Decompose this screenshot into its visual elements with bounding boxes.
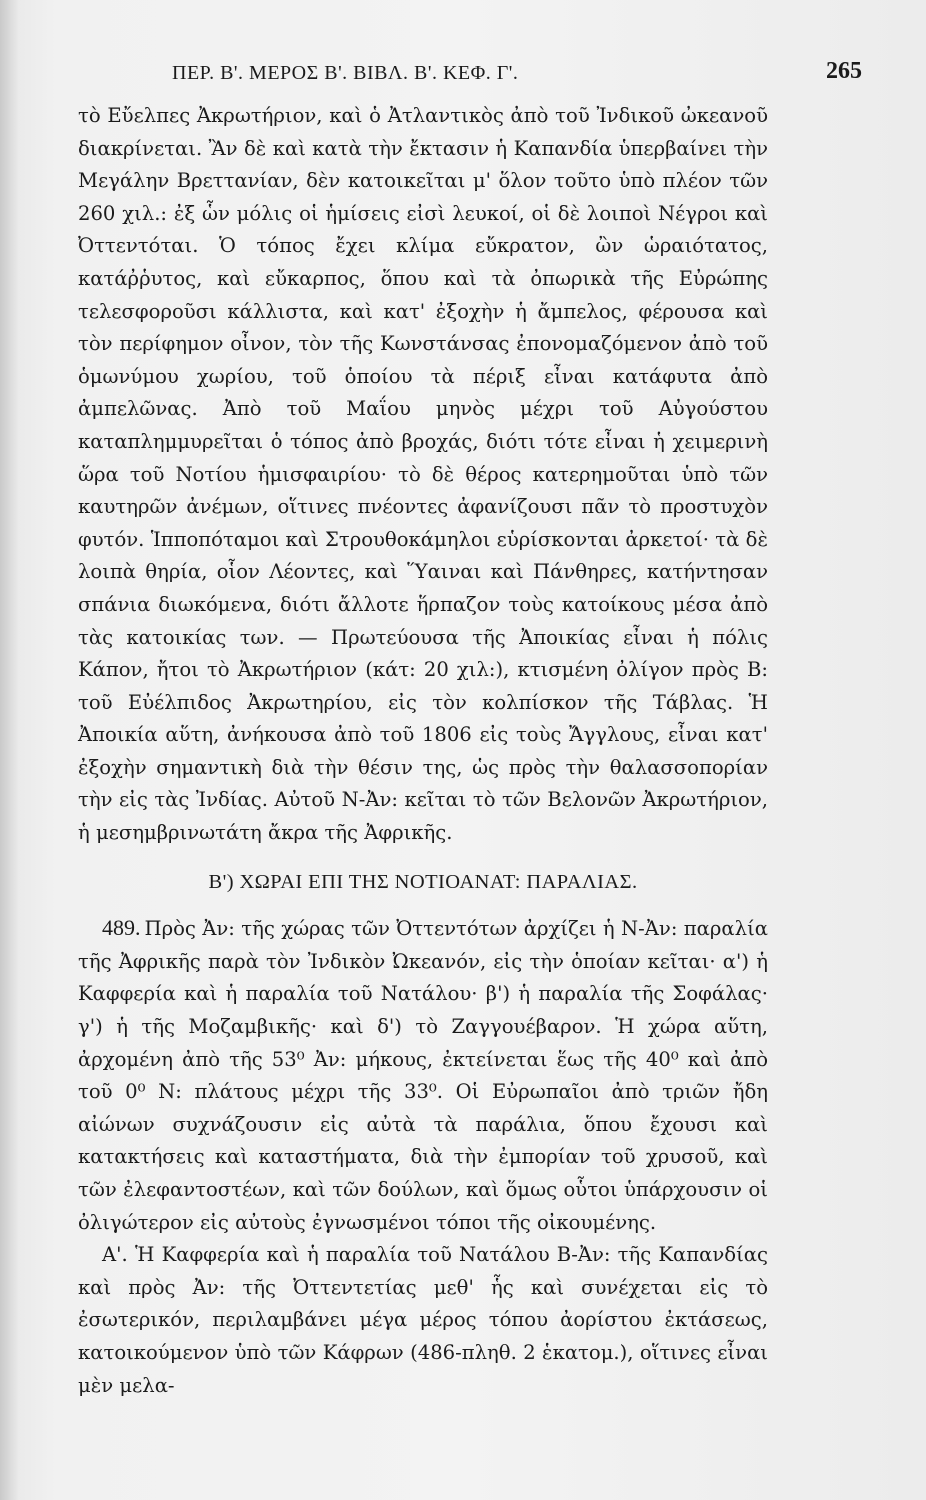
- paragraph-489-text: Πρὸς Ἀν: τῆς χώρας τῶν Ὀττεντότων ἀρχίζει ἡ Ν-Ἀν: παραλία τῆς Ἀφρικῆς παρὰ τὸν Ἰνδικὸν Ὠκεανόν, εἰς τὴν ὁποίαν κεῖται· α') ἡ Καφφερία καὶ ἡ παραλία τοῦ Νατάλου· β') ἡ παραλία τῆς Σοφάλας· γ') ἡ τῆς Μοζαμβικῆς· καὶ δ') τὸ Ζαγγουέβαρον. Ἡ χώρα αὕτη, ἀρχομένη ἀπὸ τῆς 53⁰ Ἀν: μήκους, ἐκτείνεται ἕως τῆς 40⁰ καὶ ἀπὸ τοῦ 0⁰ Ν: πλάτους μέχρι τῆς 33⁰. Οἱ Εὐρωπαῖοι ἀπὸ τριῶν ἤδη αἰώνων συχνάζουσιν εἰς αὐτὰ τὰ παράλια, ὅπου ἔχουσι καὶ κατακτήσεις καὶ καταστήματα, διὰ τὴν ἐμπορίαν τοῦ χρυσοῦ, καὶ τῶν ἐλεφαντοστέων, καὶ τῶν δούλων, καὶ ὅμως οὗτοι ὑπάρχουσιν οἱ ὀλιγώτερον εἰς αὐτοὺς ἐγνωσμένοι τόποι τῆς οἰκουμένης.: [78, 917, 768, 1234]
- section-heading: Β') ΧΩΡΑΙ ΕΠΙ ΤΗΣ ΝΟΤΙΟΑΝΑΤ: ΠΑΡΑΛΙΑΣ.: [208, 870, 638, 893]
- page-gutter-shadow: [0, 0, 18, 1500]
- paragraph-489: [78, 912, 768, 1239]
- paragraph-kaffraria: Α'. Ἡ Καφφερία καὶ ἡ παραλία τοῦ Νατάλου Β-Ἀν: τῆς Καπανδίας καὶ πρὸς Ἀν: τῆς Ὀττεντετίας μεθ' ἧς καὶ συνέχεται εἰς τὸ ἐσωτερικόν, περιλαμβάνει μέγα μέρος τόπου ἀορίστου ἐκτάσεως, κατοικούμενον ὑπὸ τῶν Κάφρων (486-πληθ. 2 ἑκατομ.), οἵτινες εἶναι μὲν μελα-: [78, 1243, 768, 1397]
- paragraph-cape-colony: τὸ Εὔελπες Ἀκρωτήριον, καὶ ὁ Ἀτλαντικὸς ἀπὸ τοῦ Ἰνδικοῦ ὠκεανοῦ διακρίνεται. Ἂν δὲ καὶ κατὰ τὴν ἔκτασιν ἡ Καπανδία ὑπερβαίνει τὴν Μεγάλην Βρεττανίαν, δὲν κατοικεῖται μ' ὅλον τοῦτο ὑπὸ πλέον τῶν 260 χιλ.: ἐξ ὧν μόλις οἱ ἡμίσεις εἰσὶ λευκοί, οἱ δὲ λοιποὶ Νέγροι καὶ Ὀττεντόται. Ὁ τόπος ἔχει κλίμα εὔκρατον, ὢν ὡραιότατος, κατάῤῥυτος, καὶ εὔκαρπος, ὅπου καὶ τὰ ὀπωρικὰ τῆς Εὐρώπης τελεσφοροῦσι κάλλιστα, καὶ κατ' ἐξοχὴν ἡ ἄμπελος, φέρουσα καὶ τὸν περίφημον οἶνον, τὸν τῆς Κωνστάνσας ἐπονομαζόμενον ἀπὸ τοῦ ὁμωνύμου χωρίου, τοῦ ὁποίου τὰ πέριξ εἶναι κατάφυτα ἀπὸ ἀμπελῶνας. Ἀπὸ τοῦ Μαΐου μηνὸς μέχρι τοῦ Αὐγούστου καταπλημμυρεῖται ὁ τόπος ἀπὸ βροχάς, διότι τότε εἶναι ἡ χειμερινὴ ὥρα τοῦ Νοτίου ἡμισφαιρίου· τὸ δὲ θέρος κατερημοῦται ὑπὸ τῶν καυτηρῶν ἀνέμων, οἵτινες πνέοντες ἀφανίζουσι πᾶν τὸ προστυχὸν φυτόν. Ἱπποπόταμοι καὶ Στρουθοκάμηλοι εὑρίσκονται ἀρκετοί· τὰ δὲ λοιπὰ θηρία, οἷον Λέοντες, καὶ Ὕαιναι καὶ Πάνθηρες, κατήντησαν σπάνια διωκόμενα, διότι ἄλλοτε ἥρπαζον τοὺς κατοίκους μέσα ἀπὸ τὰς κατοικίας των. — Πρωτεύουσα τῆς Ἀποικίας εἶναι ἡ πόλις Κάπον, ἤτοι τὸ Ἀκρωτήριον (κάτ: 20 χιλ:), κτισμένη ὀλίγον πρὸς Β: τοῦ Εὐέλπιδος Ἀκρωτηρίου, εἰς τὸν κολπίσκον τῆς Τάβλας. Ἡ Ἀποικία αὕτη, ἀνήκουσα ἀπὸ τοῦ 1806 εἰς τοὺς Ἄγγλους, εἶναι κατ' ἐξοχὴν σημαντικὴ διὰ τὴν θέσιν της, ὡς πρὸς τὴν θαλασσοπορίαν τὴν εἰς τὰς Ἰνδίας. Αὐτοῦ Ν-Ἀν: κεῖται τὸ τῶν Βελονῶν Ἀκρωτήριον, ἡ μεσημβρινωτάτη ἄκρα τῆς Ἀφρικῆς.: [78, 104, 768, 845]
- page-number: 265: [826, 58, 862, 84]
- running-head: [72, 58, 862, 98]
- running-head-title: ΠΕΡ. Β'. ΜΕΡΟΣ Β'. ΒΙΒΛ. Β'. ΚΕΦ. Γ'.: [172, 62, 519, 84]
- paragraph-number: 489.: [102, 915, 141, 941]
- main-text: [78, 100, 768, 1402]
